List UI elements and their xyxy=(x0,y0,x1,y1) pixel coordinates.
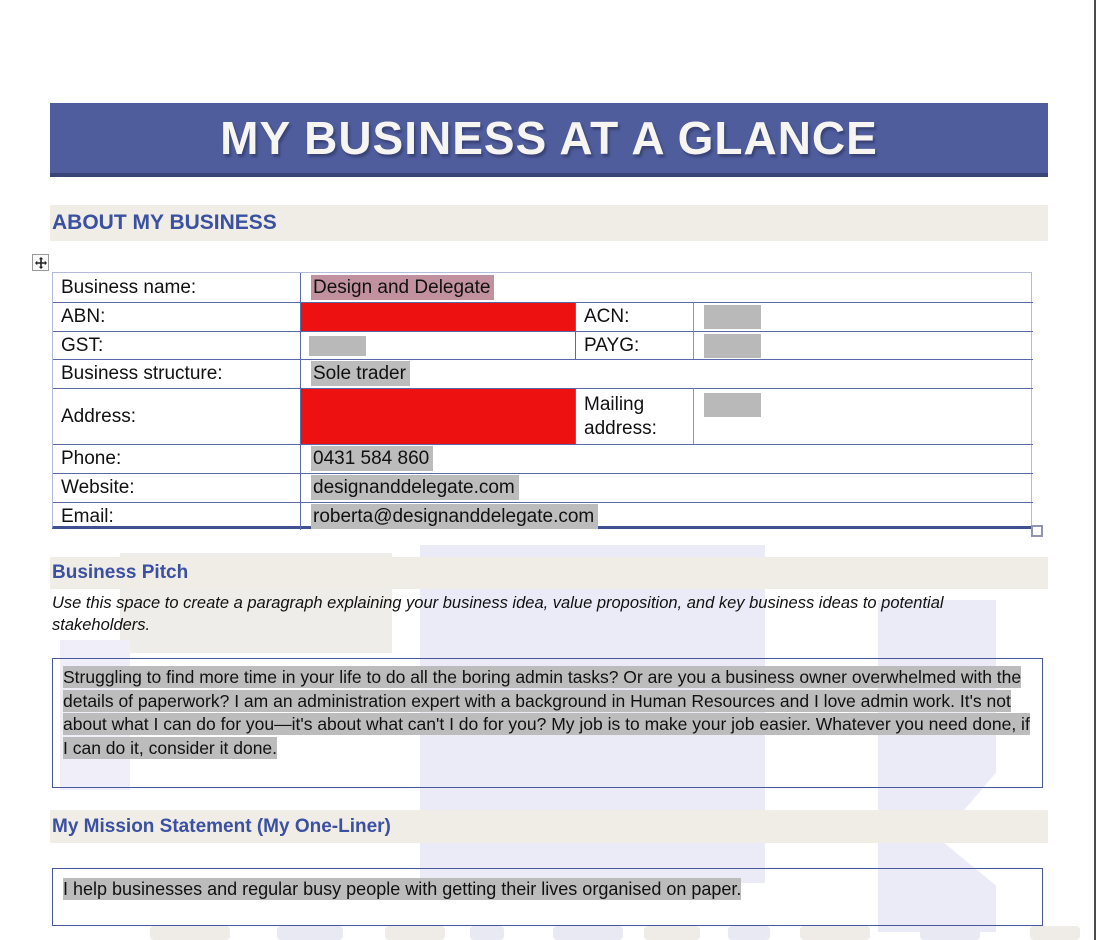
about-heading: ABOUT MY BUSINESS xyxy=(52,211,277,234)
selected-text: roberta@designanddelegate.com xyxy=(311,504,598,529)
watermark-ghost-letter xyxy=(1030,926,1080,940)
watermark-ghost-letter xyxy=(644,926,700,940)
red-redaction-block xyxy=(301,303,575,331)
move-icon xyxy=(35,257,47,269)
selected-text: Sole trader xyxy=(311,361,410,386)
table-cell-label[interactable]: Email: xyxy=(53,502,301,530)
selected-text: Design and Delegate xyxy=(311,275,494,300)
table-cell-label[interactable]: PAYG: xyxy=(576,331,694,359)
mission-text-box[interactable] xyxy=(52,868,1043,926)
business-info-table xyxy=(52,272,1032,529)
table-cell-value-address[interactable] xyxy=(301,388,576,444)
table-cell-label[interactable]: Phone: xyxy=(53,444,301,473)
table-cell-value-website[interactable] xyxy=(301,473,1033,502)
gray-redaction-block xyxy=(704,305,761,329)
watermark-ghost-letter xyxy=(728,926,770,940)
watermark-ghost-letter xyxy=(150,926,230,940)
table-cell-value-payg[interactable] xyxy=(694,331,1033,359)
table-cell-label[interactable]: Address: xyxy=(53,388,301,444)
gray-redaction-block xyxy=(309,336,366,356)
watermark-ghost-letter xyxy=(470,926,504,940)
watermark-ghost-letter xyxy=(277,926,343,940)
mission-heading: My Mission Statement (My One-Liner) xyxy=(52,815,391,837)
table-move-handle[interactable] xyxy=(32,254,49,271)
section-header-mission xyxy=(50,810,1048,843)
table-cell-value-acn[interactable] xyxy=(694,302,1033,331)
watermark-ghost-letter xyxy=(553,926,623,940)
section-header-about xyxy=(50,205,1048,241)
page-title: MY BUSINESS AT A GLANCE xyxy=(220,112,878,164)
pitch-text-box[interactable] xyxy=(52,658,1043,788)
title-banner xyxy=(50,103,1048,177)
table-cell-label[interactable]: Mailing address: xyxy=(576,388,694,444)
watermark-ghost-letter xyxy=(920,926,980,940)
selected-text: I help businesses and regular busy people with getting their lives organised on paper. xyxy=(63,879,742,899)
table-cell-value-mailing[interactable] xyxy=(694,388,1033,444)
pitch-instruction-text: Use this space to create a paragraph explaining your business idea, value proposition, and key business ideas to potential stakeholders. xyxy=(52,594,944,634)
table-cell-label[interactable]: ACN: xyxy=(576,302,694,331)
table-cell-value-structure[interactable] xyxy=(301,359,1033,388)
red-redaction-block xyxy=(301,389,575,444)
table-cell-label[interactable]: ABN: xyxy=(53,302,301,331)
window-edge xyxy=(1094,0,1096,940)
table-cell-value-email[interactable] xyxy=(301,502,1033,530)
table-cell-value-business-name[interactable] xyxy=(301,273,1033,302)
selected-text: Struggling to find more time in your life to do all the boring admin tasks? Or are you a business owner overwhelmed with the details of paperwork? I am an administration expert with a background in Human Resources and I love admin work. It's not about what I can do for you—it's about what can't I do for you? My job is to make your job easier. Whatever you need done, if I can do it, consider it done. xyxy=(63,667,1030,758)
table-cell-label[interactable]: Website: xyxy=(53,473,301,502)
table-cell-value-gst[interactable] xyxy=(301,331,576,359)
watermark-ghost-letter xyxy=(800,926,870,940)
gray-redaction-block xyxy=(704,393,761,417)
table-cell-label[interactable]: Business name: xyxy=(53,273,301,302)
pitch-heading: Business Pitch xyxy=(52,562,189,583)
section-header-pitch xyxy=(50,557,1048,589)
table-resize-handle[interactable] xyxy=(1031,525,1043,537)
table-cell-label[interactable]: Business structure: xyxy=(53,359,301,388)
table-cell-value-abn[interactable] xyxy=(301,302,576,331)
table-cell-label[interactable]: GST: xyxy=(53,331,301,359)
table-cell-value-phone[interactable] xyxy=(301,444,1033,473)
watermark-ghost-letter xyxy=(385,926,445,940)
selected-text: 0431 584 860 xyxy=(311,446,433,471)
selected-text: designanddelegate.com xyxy=(311,475,519,500)
gray-redaction-block xyxy=(704,334,761,358)
